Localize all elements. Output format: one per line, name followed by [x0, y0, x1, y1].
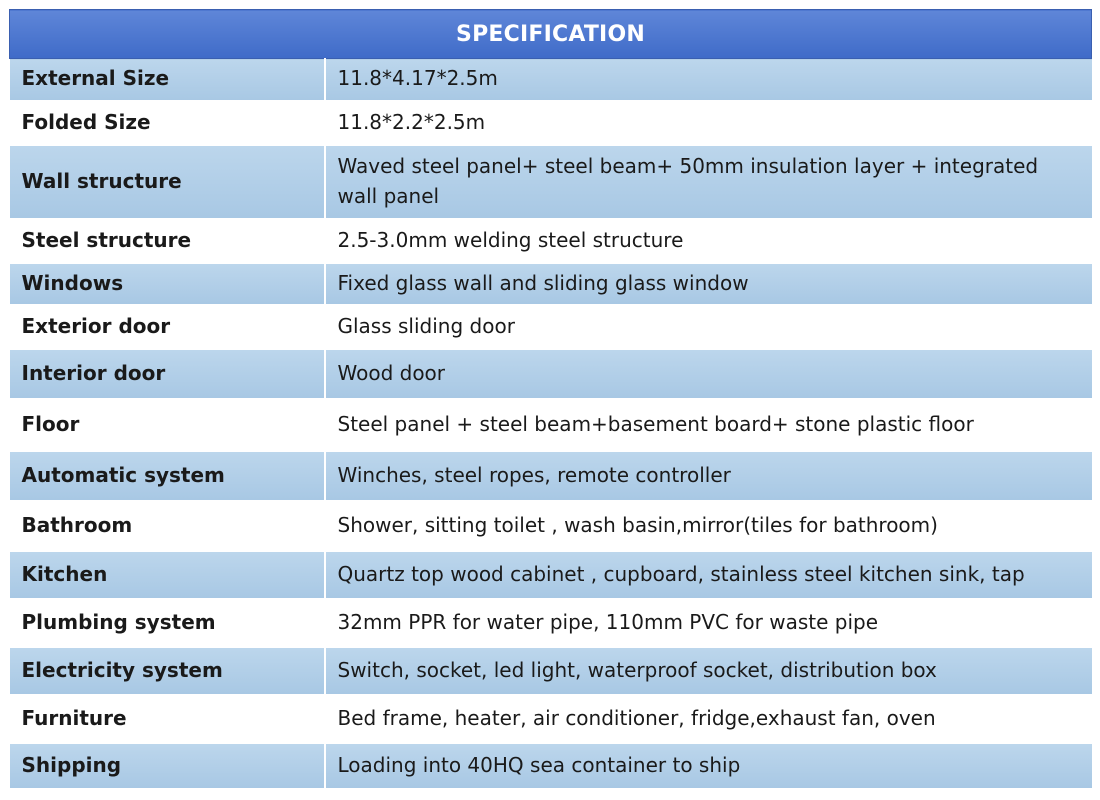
table-row [10, 349, 1092, 399]
spec-value: 11.8*2.2*2.5m [325, 101, 1092, 145]
table-row [10, 599, 1092, 647]
table-row [10, 551, 1092, 599]
spec-label: Electricity system [10, 647, 325, 695]
spec-value: Glass sliding door [325, 305, 1092, 349]
spec-value: 11.8*4.17*2.5m [325, 59, 1092, 101]
spec-value: Bed frame, heater, air conditioner, fridge,exhaust fan, oven [325, 695, 1092, 743]
table-row [10, 219, 1092, 263]
table-row [10, 695, 1092, 743]
table-title: SPECIFICATION [10, 10, 1092, 59]
spec-label: External Size [10, 59, 325, 101]
spec-label: Wall structure [10, 145, 325, 219]
spec-value: Steel panel + steel beam+basement board+ stone plastic floor [325, 399, 1092, 451]
table-row [10, 145, 1092, 219]
spec-label: Bathroom [10, 501, 325, 551]
spec-value: Wood door [325, 349, 1092, 399]
spec-value: 2.5-3.0mm welding steel structure [325, 219, 1092, 263]
spec-label: Folded Size [10, 101, 325, 145]
spec-value: Winches, steel ropes, remote controller [325, 451, 1092, 501]
spec-value: Switch, socket, led light, waterproof socket, distribution box [325, 647, 1092, 695]
spec-label: Exterior door [10, 305, 325, 349]
spec-label: Automatic system [10, 451, 325, 501]
spec-value: Loading into 40HQ sea container to ship [325, 743, 1092, 789]
spec-value: Fixed glass wall and sliding glass window [325, 263, 1092, 305]
spec-value: Shower, sitting toilet , wash basin,mirror(tiles for bathroom) [325, 501, 1092, 551]
table-row [10, 743, 1092, 789]
spec-label: Steel structure [10, 219, 325, 263]
table-row [10, 305, 1092, 349]
table-row [10, 451, 1092, 501]
table-row [10, 501, 1092, 551]
specification-table [9, 9, 1092, 790]
table-row [10, 263, 1092, 305]
spec-value: 32mm PPR for water pipe, 110mm PVC for waste pipe [325, 599, 1092, 647]
table-row [10, 399, 1092, 451]
table-row [10, 59, 1092, 101]
spec-label: Floor [10, 399, 325, 451]
spec-label: Interior door [10, 349, 325, 399]
spec-value: Waved steel panel+ steel beam+ 50mm insulation layer + integrated wall panel [325, 145, 1092, 219]
spec-label: Windows [10, 263, 325, 305]
spec-label: Furniture [10, 695, 325, 743]
table-header-row [10, 10, 1092, 59]
table-body [10, 59, 1092, 789]
table-row [10, 101, 1092, 145]
spec-label: Plumbing system [10, 599, 325, 647]
spec-value: Quartz top wood cabinet , cupboard, stainless steel kitchen sink, tap [325, 551, 1092, 599]
spec-label: Shipping [10, 743, 325, 789]
table-row [10, 647, 1092, 695]
spec-label: Kitchen [10, 551, 325, 599]
